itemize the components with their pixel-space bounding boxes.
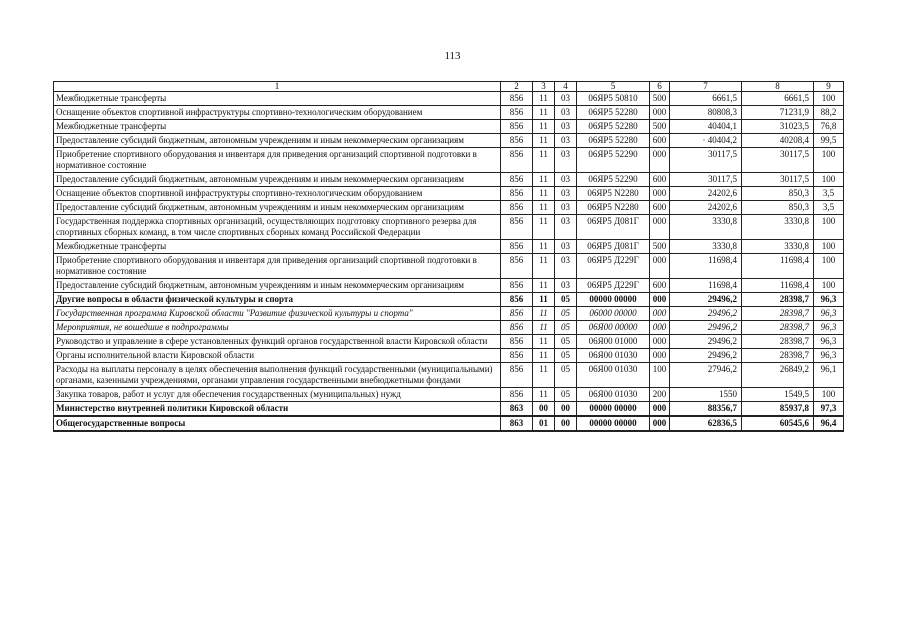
- planned-amount-cell: · 40404,2: [670, 134, 742, 148]
- row-name-cell: Общегосударственные вопросы: [54, 416, 501, 431]
- actual-amount-cell: 11698,4: [742, 279, 814, 293]
- subsection-code-cell: 03: [555, 173, 577, 187]
- subsection-code-cell: 05: [555, 293, 577, 307]
- table-body: [54, 92, 844, 432]
- expense-type-cell: 000: [650, 106, 670, 120]
- table-row: [54, 148, 844, 173]
- planned-amount-cell: 27946,2: [670, 363, 742, 388]
- section-code-cell: 11: [533, 92, 555, 106]
- row-name-cell: Межбюджетные трансферты: [54, 240, 501, 254]
- section-code-cell: 11: [533, 388, 555, 402]
- row-name-cell: Мероприятия, не вошедшие в подпрограммы: [54, 321, 501, 335]
- actual-amount-cell: 3330,8: [742, 215, 814, 240]
- planned-amount-cell: 62836,5: [670, 416, 742, 431]
- row-name-cell: Оснащение объектов спортивной инфраструктуры спортивно-технологическим оборудованием: [54, 106, 501, 120]
- table-row: [54, 106, 844, 120]
- subsection-code-cell: 03: [555, 215, 577, 240]
- header-cell: 8: [742, 82, 814, 92]
- row-name-cell: Приобретение спортивного оборудования и инвентаря для приведения организаций спортивной подготовки в нормативное состояние: [54, 254, 501, 279]
- planned-amount-cell: 80808,3: [670, 106, 742, 120]
- target-article-cell: 00000 00000: [577, 293, 650, 307]
- subsection-code-cell: 03: [555, 148, 577, 173]
- target-article-cell: 06ЯР5 Д081Г: [577, 240, 650, 254]
- header-cell: 4: [555, 82, 577, 92]
- target-article-cell: 06ЯР5 50810: [577, 92, 650, 106]
- subsection-code-cell: 03: [555, 187, 577, 201]
- actual-amount-cell: 30117,5: [742, 148, 814, 173]
- planned-amount-cell: 24202,6: [670, 187, 742, 201]
- target-article-cell: 06ЯР5 52280: [577, 106, 650, 120]
- table-row: [54, 279, 844, 293]
- section-code-cell: 11: [533, 240, 555, 254]
- expense-type-cell: 000: [650, 215, 670, 240]
- target-article-cell: 06ЯР5 N2280: [577, 187, 650, 201]
- ministry-code-cell: 856: [501, 187, 533, 201]
- actual-amount-cell: 28398,7: [742, 321, 814, 335]
- ministry-code-cell: 856: [501, 215, 533, 240]
- actual-amount-cell: 28398,7: [742, 349, 814, 363]
- execution-percent-cell: 96,4: [814, 416, 844, 431]
- section-code-cell: 11: [533, 173, 555, 187]
- actual-amount-cell: 71231,9: [742, 106, 814, 120]
- header-cell: 3: [533, 82, 555, 92]
- planned-amount-cell: 3330,8: [670, 240, 742, 254]
- actual-amount-cell: 11698,4: [742, 254, 814, 279]
- execution-percent-cell: 100: [814, 240, 844, 254]
- row-name-cell: Министерство внутренней политики Кировской области: [54, 402, 501, 417]
- execution-percent-cell: 96,3: [814, 321, 844, 335]
- execution-percent-cell: 96,3: [814, 335, 844, 349]
- row-name-cell: Предоставление субсидий бюджетным, автономным учреждениям и иным некоммерческим организациям: [54, 173, 501, 187]
- expense-type-cell: 000: [650, 335, 670, 349]
- section-code-cell: 11: [533, 293, 555, 307]
- execution-percent-cell: 96,3: [814, 293, 844, 307]
- row-name-cell: Другие вопросы в области физической культуры и спорта: [54, 293, 501, 307]
- target-article-cell: 06ЯР5 N2280: [577, 201, 650, 215]
- subsection-code-cell: 05: [555, 388, 577, 402]
- expense-type-cell: 000: [650, 148, 670, 173]
- execution-percent-cell: 96,3: [814, 349, 844, 363]
- actual-amount-cell: 28398,7: [742, 293, 814, 307]
- ministry-code-cell: 856: [501, 279, 533, 293]
- execution-percent-cell: 100: [814, 279, 844, 293]
- actual-amount-cell: 40208,4: [742, 134, 814, 148]
- expense-type-cell: 600: [650, 134, 670, 148]
- expense-type-cell: 000: [650, 307, 670, 321]
- planned-amount-cell: 29496,2: [670, 293, 742, 307]
- planned-amount-cell: 30117,5: [670, 173, 742, 187]
- planned-amount-cell: 24202,6: [670, 201, 742, 215]
- ministry-code-cell: 856: [501, 134, 533, 148]
- ministry-code-cell: 856: [501, 349, 533, 363]
- actual-amount-cell: 26849,2: [742, 363, 814, 388]
- planned-amount-cell: 88356,7: [670, 402, 742, 417]
- actual-amount-cell: 850,3: [742, 201, 814, 215]
- row-name-cell: Предоставление субсидий бюджетным, автономным учреждениям и иным некоммерческим организациям: [54, 201, 501, 215]
- table-row: [54, 307, 844, 321]
- target-article-cell: 06ЯР5 52290: [577, 173, 650, 187]
- planned-amount-cell: 6661,5: [670, 92, 742, 106]
- actual-amount-cell: 30117,5: [742, 173, 814, 187]
- row-name-cell: Межбюджетные трансферты: [54, 120, 501, 134]
- header-cell: 2: [501, 82, 533, 92]
- target-article-cell: 06ЯР5 Д229Г: [577, 279, 650, 293]
- section-code-cell: 11: [533, 187, 555, 201]
- ministry-code-cell: 863: [501, 416, 533, 431]
- target-article-cell: 06Я00 00000: [577, 321, 650, 335]
- target-article-cell: 06Я00 01000: [577, 335, 650, 349]
- section-code-cell: 11: [533, 279, 555, 293]
- table-row: [54, 349, 844, 363]
- execution-percent-cell: 100: [814, 215, 844, 240]
- subsection-code-cell: 03: [555, 254, 577, 279]
- expense-type-cell: 000: [650, 293, 670, 307]
- row-name-cell: Предоставление субсидий бюджетным, автономным учреждениям и иным некоммерческим организациям: [54, 134, 501, 148]
- planned-amount-cell: 30117,5: [670, 148, 742, 173]
- table-row: [54, 240, 844, 254]
- ministry-code-cell: 856: [501, 363, 533, 388]
- target-article-cell: 06Я00 01030: [577, 388, 650, 402]
- section-code-cell: 11: [533, 215, 555, 240]
- table-row: [54, 402, 844, 417]
- target-article-cell: 06ЯР5 Д081Г: [577, 215, 650, 240]
- subsection-code-cell: 00: [555, 402, 577, 417]
- expense-type-cell: 600: [650, 279, 670, 293]
- expense-type-cell: 500: [650, 240, 670, 254]
- ministry-code-cell: 856: [501, 148, 533, 173]
- actual-amount-cell: 3330,8: [742, 240, 814, 254]
- subsection-code-cell: 03: [555, 134, 577, 148]
- row-name-cell: Государственная программа Кировской области "Развитие физической культуры и спорта": [54, 307, 501, 321]
- actual-amount-cell: 850,3: [742, 187, 814, 201]
- expense-type-cell: 500: [650, 120, 670, 134]
- section-code-cell: 11: [533, 307, 555, 321]
- execution-percent-cell: 88,2: [814, 106, 844, 120]
- expense-type-cell: 200: [650, 388, 670, 402]
- row-name-cell: Государственная поддержка спортивных организаций, осуществляющих подготовку спортивного резерва для спортивных сборных команд, в том числе спортивных сборных команд Российской Федерации: [54, 215, 501, 240]
- expense-type-cell: 000: [650, 402, 670, 417]
- section-code-cell: 11: [533, 106, 555, 120]
- table-row: [54, 388, 844, 402]
- subsection-code-cell: 03: [555, 106, 577, 120]
- actual-amount-cell: 85937,8: [742, 402, 814, 417]
- section-code-cell: 11: [533, 349, 555, 363]
- page-number: 113: [444, 50, 461, 62]
- actual-amount-cell: 60545,6: [742, 416, 814, 431]
- expense-type-cell: 600: [650, 173, 670, 187]
- section-code-cell: 11: [533, 321, 555, 335]
- header-cell: 9: [814, 82, 844, 92]
- section-code-cell: 11: [533, 134, 555, 148]
- row-name-cell: Органы исполнительной власти Кировской области: [54, 349, 501, 363]
- execution-percent-cell: 96,1: [814, 363, 844, 388]
- expense-type-cell: 000: [650, 416, 670, 431]
- target-article-cell: 06Я00 01030: [577, 349, 650, 363]
- section-code-cell: 11: [533, 201, 555, 215]
- header-row: [54, 82, 844, 92]
- row-name-cell: Оснащение объектов спортивной инфраструктуры спортивно-технологическим оборудованием: [54, 187, 501, 201]
- actual-amount-cell: 6661,5: [742, 92, 814, 106]
- header-cell: 1: [54, 82, 501, 92]
- planned-amount-cell: 29496,2: [670, 349, 742, 363]
- ministry-code-cell: 856: [501, 388, 533, 402]
- execution-percent-cell: 3,5: [814, 187, 844, 201]
- table-row: [54, 120, 844, 134]
- ministry-code-cell: 856: [501, 254, 533, 279]
- target-article-cell: 06ЯР5 52290: [577, 148, 650, 173]
- subsection-code-cell: 03: [555, 201, 577, 215]
- subsection-code-cell: 05: [555, 321, 577, 335]
- section-code-cell: 11: [533, 148, 555, 173]
- target-article-cell: 00000 00000: [577, 402, 650, 417]
- expense-type-cell: 100: [650, 363, 670, 388]
- ministry-code-cell: 863: [501, 402, 533, 417]
- planned-amount-cell: 11698,4: [670, 279, 742, 293]
- expense-type-cell: 600: [650, 201, 670, 215]
- header-cell: 5: [577, 82, 650, 92]
- ministry-code-cell: 856: [501, 335, 533, 349]
- target-article-cell: 00000 00000: [577, 416, 650, 431]
- execution-percent-cell: 100: [814, 254, 844, 279]
- subsection-code-cell: 03: [555, 120, 577, 134]
- ministry-code-cell: 856: [501, 120, 533, 134]
- subsection-code-cell: 05: [555, 349, 577, 363]
- ministry-code-cell: 856: [501, 240, 533, 254]
- table-row: [54, 134, 844, 148]
- ministry-code-cell: 856: [501, 293, 533, 307]
- table-row: [54, 293, 844, 307]
- ministry-code-cell: 856: [501, 307, 533, 321]
- table-row: [54, 321, 844, 335]
- row-name-cell: Предоставление субсидий бюджетным, автономным учреждениям и иным некоммерческим организациям: [54, 279, 501, 293]
- target-article-cell: 06Я00 01030: [577, 363, 650, 388]
- target-article-cell: 06ЯР5 52280: [577, 134, 650, 148]
- budget-table: [53, 81, 844, 432]
- subsection-code-cell: 03: [555, 92, 577, 106]
- table-row: [54, 173, 844, 187]
- planned-amount-cell: 1550: [670, 388, 742, 402]
- planned-amount-cell: 3330,8: [670, 215, 742, 240]
- subsection-code-cell: 03: [555, 240, 577, 254]
- row-name-cell: Межбюджетные трансферты: [54, 92, 501, 106]
- planned-amount-cell: 29496,2: [670, 307, 742, 321]
- execution-percent-cell: 100: [814, 388, 844, 402]
- header-cell: 7: [670, 82, 742, 92]
- table-row: [54, 335, 844, 349]
- planned-amount-cell: 29496,2: [670, 335, 742, 349]
- target-article-cell: 06ЯР5 52280: [577, 120, 650, 134]
- execution-percent-cell: 3,5: [814, 201, 844, 215]
- table-row: [54, 416, 844, 431]
- expense-type-cell: 500: [650, 92, 670, 106]
- section-code-cell: 11: [533, 335, 555, 349]
- section-code-cell: 00: [533, 402, 555, 417]
- subsection-code-cell: 03: [555, 279, 577, 293]
- execution-percent-cell: 96,3: [814, 307, 844, 321]
- actual-amount-cell: 31023,5: [742, 120, 814, 134]
- target-article-cell: 06000 00000: [577, 307, 650, 321]
- execution-percent-cell: 100: [814, 92, 844, 106]
- table-row: [54, 363, 844, 388]
- section-code-cell: 11: [533, 120, 555, 134]
- section-code-cell: 01: [533, 416, 555, 431]
- subsection-code-cell: 05: [555, 363, 577, 388]
- table-row: [54, 201, 844, 215]
- header-cell: 6: [650, 82, 670, 92]
- ministry-code-cell: 856: [501, 321, 533, 335]
- actual-amount-cell: 28398,7: [742, 335, 814, 349]
- actual-amount-cell: 1549,5: [742, 388, 814, 402]
- execution-percent-cell: 100: [814, 173, 844, 187]
- row-name-cell: Приобретение спортивного оборудования и инвентаря для приведения организаций спортивной подготовки в нормативное состояние: [54, 148, 501, 173]
- actual-amount-cell: 28398,7: [742, 307, 814, 321]
- subsection-code-cell: 05: [555, 307, 577, 321]
- execution-percent-cell: 100: [814, 148, 844, 173]
- planned-amount-cell: 29496,2: [670, 321, 742, 335]
- row-name-cell: Закупка товаров, работ и услуг для обеспечения государственных (муниципальных) нужд: [54, 388, 501, 402]
- ministry-code-cell: 856: [501, 173, 533, 187]
- subsection-code-cell: 05: [555, 335, 577, 349]
- section-code-cell: 11: [533, 254, 555, 279]
- expense-type-cell: 000: [650, 349, 670, 363]
- execution-percent-cell: 97,3: [814, 402, 844, 417]
- ministry-code-cell: 856: [501, 106, 533, 120]
- ministry-code-cell: 856: [501, 92, 533, 106]
- table-row: [54, 254, 844, 279]
- target-article-cell: 06ЯР5 Д229Г: [577, 254, 650, 279]
- execution-percent-cell: 76,8: [814, 120, 844, 134]
- table-row: [54, 215, 844, 240]
- expense-type-cell: 000: [650, 187, 670, 201]
- row-name-cell: Расходы на выплаты персоналу в целях обеспечения выполнения функций государственными (муниципальными) органами, казенными учреждениями, органами управления государственными внебюджетными фондами: [54, 363, 501, 388]
- planned-amount-cell: 40404,1: [670, 120, 742, 134]
- expense-type-cell: 000: [650, 254, 670, 279]
- execution-percent-cell: 99,5: [814, 134, 844, 148]
- planned-amount-cell: 11698,4: [670, 254, 742, 279]
- expense-type-cell: 000: [650, 321, 670, 335]
- table-row: [54, 92, 844, 106]
- section-code-cell: 11: [533, 363, 555, 388]
- row-name-cell: Руководство и управление в сфере установленных функций органов государственной власти Кировской области: [54, 335, 501, 349]
- table-row: [54, 187, 844, 201]
- subsection-code-cell: 00: [555, 416, 577, 431]
- ministry-code-cell: 856: [501, 201, 533, 215]
